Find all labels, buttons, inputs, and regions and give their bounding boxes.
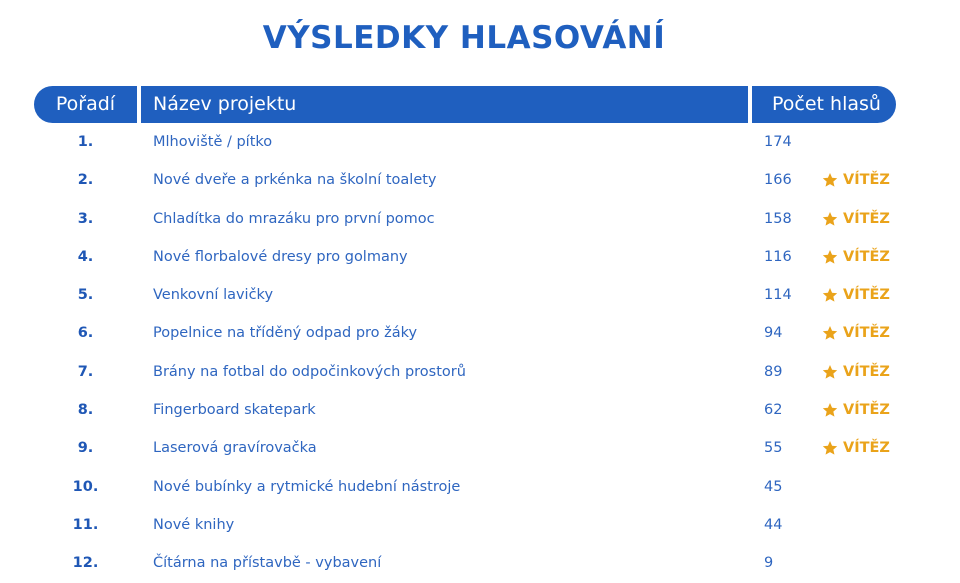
row-project-name: Laserová gravírovačka [153,440,317,457]
header-project-name: Název projektu [141,86,748,123]
row-project-name: Čítárna na přístavbě - vybavení [153,555,382,572]
winner-badge [822,391,890,429]
table-row [0,429,960,467]
star-icon [822,364,843,380]
table-row [0,200,960,238]
winner-badge [822,200,890,238]
row-project-name: Mlhoviště / pítko [153,134,273,150]
row-project-name: Brány na fotbal do odpočinkových prostorů [153,363,466,380]
table-row [0,468,960,506]
winner-badge [822,429,890,467]
table-row [0,391,960,429]
table-row [0,353,960,391]
row-vote-count: 94 [764,325,783,342]
row-vote-count: 174 [764,134,792,150]
row-vote-count: 55 [764,440,783,457]
table-row [0,238,960,276]
row-project-name: Nové knihy [153,516,235,533]
winner-label: VÍTĚZ [843,172,890,189]
row-rank: 7. [77,363,94,380]
row-rank: 12. [72,555,99,572]
winner-label: VÍTĚZ [843,325,890,342]
star-icon [822,402,843,418]
row-rank: 4. [77,248,94,265]
row-project-name: Popelnice na tříděný odpad pro žáky [153,325,418,342]
row-vote-count: 89 [764,363,783,380]
star-icon [822,287,843,303]
star-icon [822,325,843,341]
table-row [0,314,960,352]
table-row [0,161,960,199]
row-vote-count: 45 [764,478,783,495]
row-rank: 1. [77,134,94,150]
star-icon [822,211,843,227]
row-project-name: Chladítka do mrazáku pro první pomoc [153,210,435,227]
row-rank: 9. [77,440,94,457]
row-rank: 10. [72,478,99,495]
row-rank: 2. [77,172,94,189]
row-project-name: Nové florbalové dresy pro golmany [153,248,408,265]
row-vote-count: 62 [764,402,783,419]
row-project-name: Nové bubínky a rytmické hudební nástroje [153,478,461,495]
winner-label: VÍTĚZ [843,248,890,265]
table-row [0,544,960,582]
table-row [0,123,960,161]
row-vote-count: 116 [764,248,792,265]
row-vote-count: 9 [764,555,774,572]
row-rank: 6. [77,325,94,342]
winner-badge [822,314,890,352]
winner-badge [822,353,890,391]
page-title: VÝSLEDKY HLASOVÁNÍ [262,20,666,56]
winner-label: VÍTĚZ [843,402,890,419]
row-vote-count: 44 [764,516,783,533]
star-icon [822,172,843,188]
row-rank: 11. [72,516,99,533]
table-header [34,86,896,123]
winner-badge [822,161,890,199]
winner-badge [822,276,890,314]
winner-badge [822,238,890,276]
winner-label: VÍTĚZ [843,287,890,304]
winner-label: VÍTĚZ [843,363,890,380]
row-vote-count: 114 [764,287,792,304]
row-rank: 3. [77,210,94,227]
row-rank: 5. [77,287,94,304]
row-project-name: Venkovní lavičky [153,287,274,304]
winner-label: VÍTĚZ [843,440,890,457]
row-vote-count: 158 [764,210,792,227]
header-rank: Pořadí [34,86,137,123]
results-table-body [0,123,960,583]
row-project-name: Nové dveře a prkénka na školní toalety [153,172,437,189]
star-icon [822,249,843,265]
header-vote-count: Počet hlasů [752,86,896,123]
table-row [0,506,960,544]
table-row [0,276,960,314]
row-project-name: Fingerboard skatepark [153,402,316,419]
row-vote-count: 166 [764,172,792,189]
row-rank: 8. [77,402,94,419]
star-icon [822,440,843,456]
winner-label: VÍTĚZ [843,210,890,227]
